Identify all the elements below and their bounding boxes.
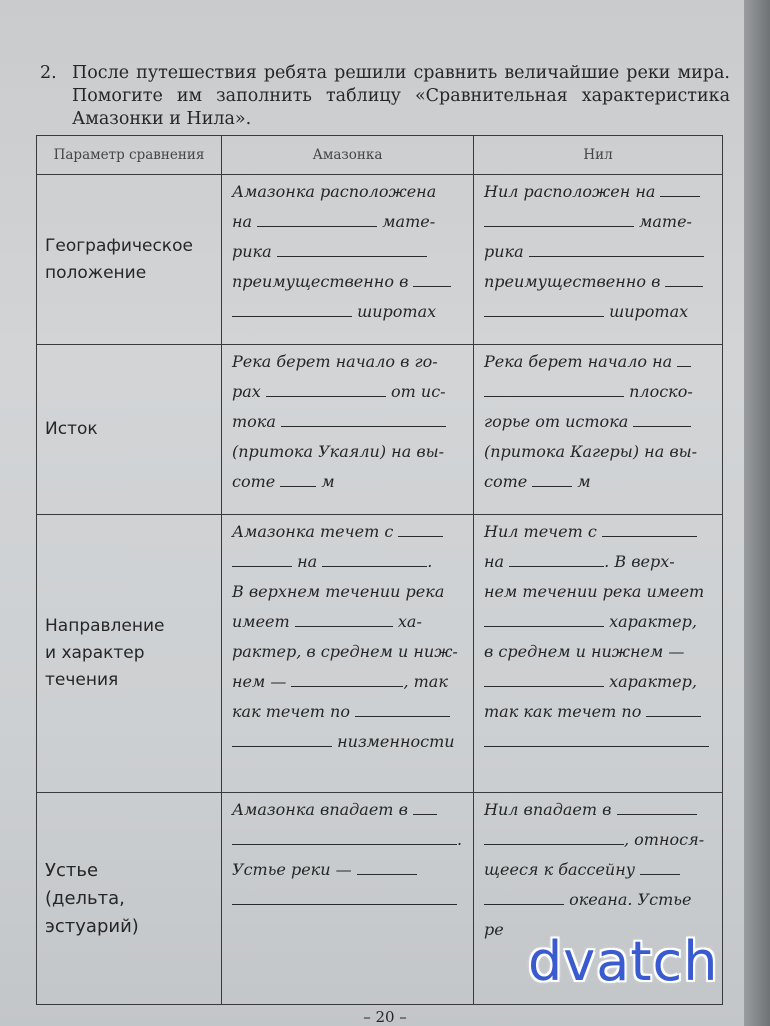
header-nile: Нил <box>474 136 723 175</box>
nile-direction-cell: Нил течет с на . В верх- нем течении река имеет характер, в среднем и нижнем — характер, так как течет по <box>474 515 723 793</box>
answer-blank[interactable] <box>266 382 386 397</box>
answer-blank[interactable] <box>413 800 437 815</box>
param-direction: Направление и характер течения <box>37 515 222 793</box>
param-mouth: Устье (дельта, эстуарий) <box>37 793 222 1005</box>
nile-source-cell: Река берет начало на плоско- горье от истока (притока Кагеры) на вы- соте м <box>474 345 723 515</box>
task-text: После путешествия ребята решили сравнить величайшие реки мира. Помогите им заполнить таблицу «Сравнительная характеристика Амазонки и Нила». <box>72 63 730 129</box>
amazon-source-cell: Река берет начало в го- рах от ис- тока (притока Укаяли) на вы- соте м <box>222 345 474 515</box>
table-row <box>37 515 723 793</box>
amazon-direction-cell: Амазонка течет с на . В верхнем течении река имеет ха- рактер, в среднем и ниж- нем — , так как течет по низменности <box>222 515 474 793</box>
nile-mouth-cell: Нил впадает в , относя- щееся к бассейну океана. Устье ре <box>474 793 723 1005</box>
page-number: – 20 – <box>363 1008 407 1026</box>
answer-blank[interactable] <box>232 552 292 567</box>
answer-blank[interactable] <box>357 860 417 875</box>
task-block <box>40 62 730 131</box>
task-number: 2. <box>40 63 57 83</box>
answer-blank[interactable] <box>484 672 604 687</box>
answer-blank[interactable] <box>295 612 393 627</box>
answer-blank[interactable] <box>529 242 704 257</box>
header-amazon: Амазонка <box>222 136 474 175</box>
amazon-mouth-cell: Амазонка впадает в . Устье реки — <box>222 793 474 1005</box>
param-location: Географическое положение <box>37 175 222 345</box>
table-header-row <box>37 136 723 175</box>
answer-blank[interactable] <box>484 612 604 627</box>
page-edge <box>744 0 770 1026</box>
answer-blank[interactable] <box>617 800 697 815</box>
param-source: Исток <box>37 345 222 515</box>
answer-blank[interactable] <box>677 352 691 367</box>
answer-blank[interactable] <box>633 412 691 427</box>
answer-blank[interactable] <box>277 242 427 257</box>
answer-blank[interactable] <box>665 272 703 287</box>
answer-blank[interactable] <box>509 552 604 567</box>
table-row <box>37 345 723 515</box>
answer-blank[interactable] <box>660 182 700 197</box>
answer-blank[interactable] <box>257 212 377 227</box>
answer-blank[interactable] <box>602 522 697 537</box>
answer-blank[interactable] <box>640 860 680 875</box>
answer-blank[interactable] <box>484 890 564 905</box>
table-row <box>37 175 723 345</box>
answer-blank[interactable] <box>281 412 446 427</box>
answer-blank[interactable] <box>232 302 352 317</box>
answer-blank[interactable] <box>232 890 457 905</box>
answer-blank[interactable] <box>532 472 572 487</box>
answer-blank[interactable] <box>484 830 624 845</box>
answer-blank[interactable] <box>413 272 451 287</box>
answer-blank[interactable] <box>280 472 316 487</box>
answer-blank[interactable] <box>291 672 403 687</box>
answer-blank[interactable] <box>484 732 709 747</box>
answer-blank[interactable] <box>646 702 701 717</box>
answer-blank[interactable] <box>484 302 604 317</box>
answer-blank[interactable] <box>398 522 443 537</box>
answer-blank[interactable] <box>484 382 624 397</box>
answer-blank[interactable] <box>355 702 450 717</box>
comparison-table <box>36 135 723 1005</box>
answer-blank[interactable] <box>232 830 457 845</box>
header-parameter: Параметр сравнения <box>37 136 222 175</box>
amazon-location-cell: Амазонка расположена на мате- рика преимущественно в широтах <box>222 175 474 345</box>
nile-location-cell: Нил расположен на мате- рика преимущественно в широтах <box>474 175 723 345</box>
answer-blank[interactable] <box>484 212 634 227</box>
watermark-logo: dvatch <box>528 930 719 993</box>
answer-blank[interactable] <box>322 552 427 567</box>
answer-blank[interactable] <box>232 732 332 747</box>
